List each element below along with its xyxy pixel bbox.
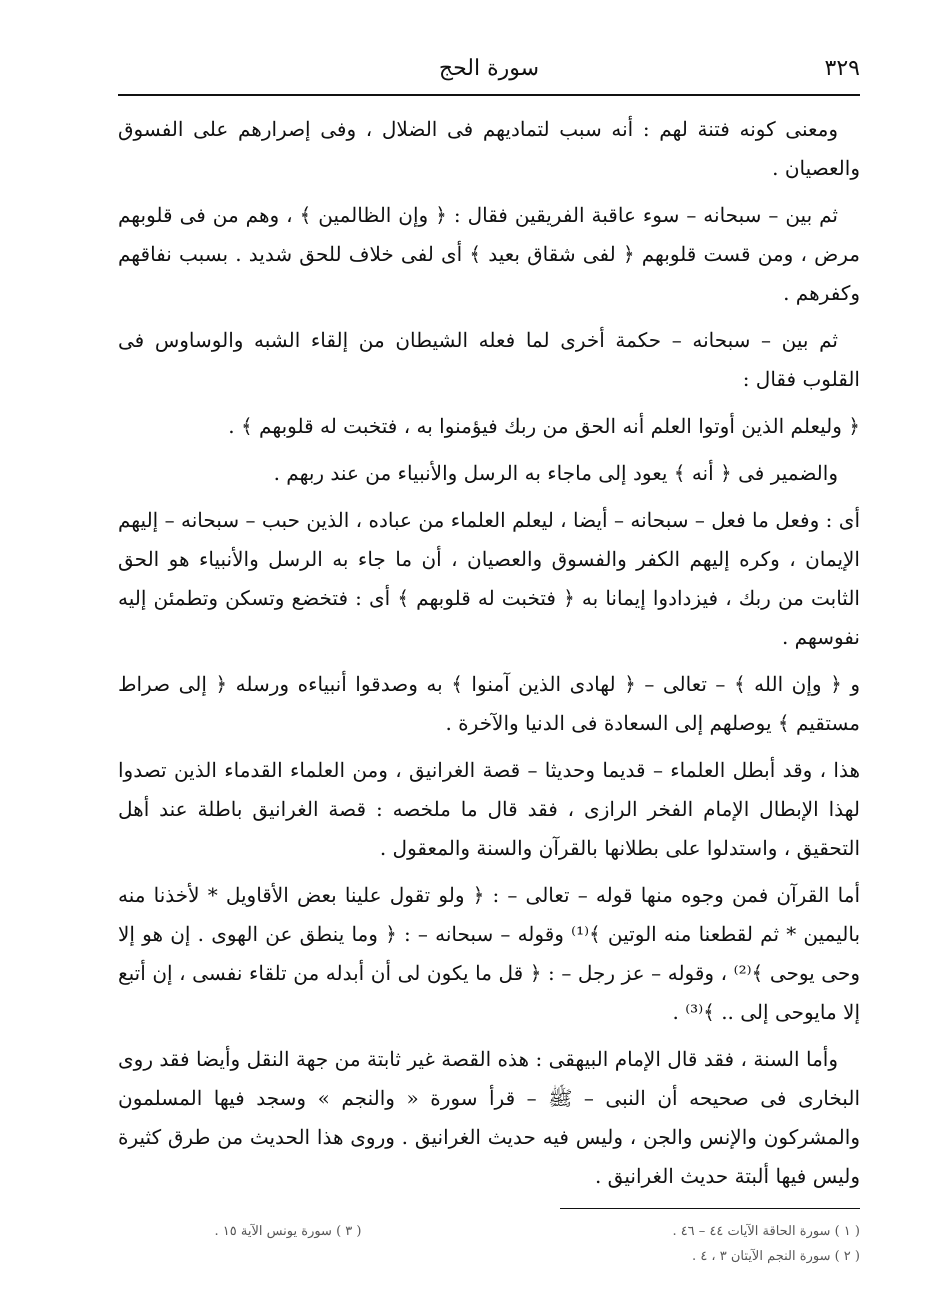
body-text	[118, 110, 860, 1196]
paragraph: والضمير فى ﴿ أنه ﴾ يعود إلى ماجاء به الرسل والأنبياء من عند ربهم .	[273, 461, 838, 485]
paragraph: و ﴿ وإن الله ﴾ – تعالى – ﴿ لهادى الذين آمنوا ﴾ به وصدقوا أنبياءه ورسله ﴿ إلى صراط مستقيم ﴾ يوصلهم إلى السعادة فى الدنيا والآخرة .	[118, 672, 860, 735]
quran-verse: ﴿ وليعلم الذين أوتوا العلم أنه الحق من ربك فيؤمنوا به ، فتخبت له قلوبهم ﴾ .	[228, 414, 860, 438]
paragraph: وأما السنة ، فقد قال الإمام البيهقى : هذه القصة غير ثابتة من جهة النقل وأيضا فقد روى البخارى فى صحيحه أن النبى – ﷺ – قرأ سورة « والنجم » وسجد فيها المسلمون والمشركون والإنس والجن ، وليس فيه حديث الغرانيق . وروى هذا الحديث من طرق كثيرة وليس فيها ألبتة حديث الغرانيق .	[118, 1047, 860, 1188]
footnote-1: ( ١ ) سورة الحاقة الآيات ٤٤ – ٤٦ .	[672, 1224, 860, 1239]
surah-title: سورة الحج	[438, 56, 540, 81]
paragraph: هذا ، وقد أبطل العلماء – قديما وحديثا – قصة الغرانيق ، ومن العلماء القدماء الذين تصدوا لهذا الإبطال الإمام الفخر الرازى ، فقد قال ما ملخصه : قصة الغرانيق باطلة عند أهل التحقيق ، واستدلوا على بطلانها بالقرآن والسنة والمعقول .	[118, 758, 860, 860]
footnote-column-left	[118, 1219, 458, 1269]
page-number: ٣٢٩	[824, 56, 860, 81]
paragraph: ومعنى كونه فتنة لهم : أنه سبب لتماديهم فى الضلال ، وفى إصرارهم على الفسوق والعصيان .	[118, 117, 860, 180]
paragraph: ثم بين – سبحانه – حكمة أخرى لما فعله الشيطان من إلقاء الشبه والوساوس فى القلوب فقال :	[118, 328, 860, 391]
footnote-2: ( ٢ ) سورة النجم الآيتان ٣ ، ٤ .	[692, 1249, 860, 1264]
page-header	[118, 40, 860, 96]
footnote-divider	[560, 1208, 860, 1209]
book-page	[118, 40, 860, 1269]
footnote-3: ( ٣ ) سورة يونس الآية ١٥ .	[214, 1224, 362, 1239]
paragraph: أى : وفعل ما فعل – سبحانه – أيضا ، ليعلم العلماء من عباده ، الذين حبب – سبحانه – إليهم الإيمان ، وكره إليهم الكفر والفسوق والعصيان ، أن ما جاء به الرسل والأنبياء هو الحق الثابت من ربك ، فيزدادوا إيمانا به ﴿ فتخبت له قلوبهم ﴾ أى : فتخضع وتسكن وتطمئن إليه نفوسهم .	[118, 508, 860, 649]
footnote-column-right	[520, 1219, 860, 1269]
paragraph: ثم بين – سبحانه – سوء عاقبة الفريقين فقال : ﴿ وإن الظالمين ﴾ ، وهم من فى قلوبهم مرض ، ومن قست قلوبهم ﴿ لفى شقاق بعيد ﴾ أى لفى خلاف للحق شديد . بسبب نفاقهم وكفرهم .	[118, 203, 860, 305]
paragraph: أما القرآن فمن وجوه منها قوله – تعالى – : ﴿ ولو تقول علينا بعض الأقاويل * لأخذنا منه باليمين * ثم لقطعنا منه الوتين ﴾⁽¹⁾ وقوله – سبحانه – : ﴿ وما ينطق عن الهوى . إن هو إلا وحى يوحى ﴾⁽²⁾ ، وقوله – عز رجل – : ﴿ قل ما يكون لى أن أبدله من تلقاء نفسى ، إن أتبع إلا مايوحى إلى .. ﴾⁽³⁾ .	[118, 883, 861, 1024]
footnotes	[118, 1219, 860, 1269]
